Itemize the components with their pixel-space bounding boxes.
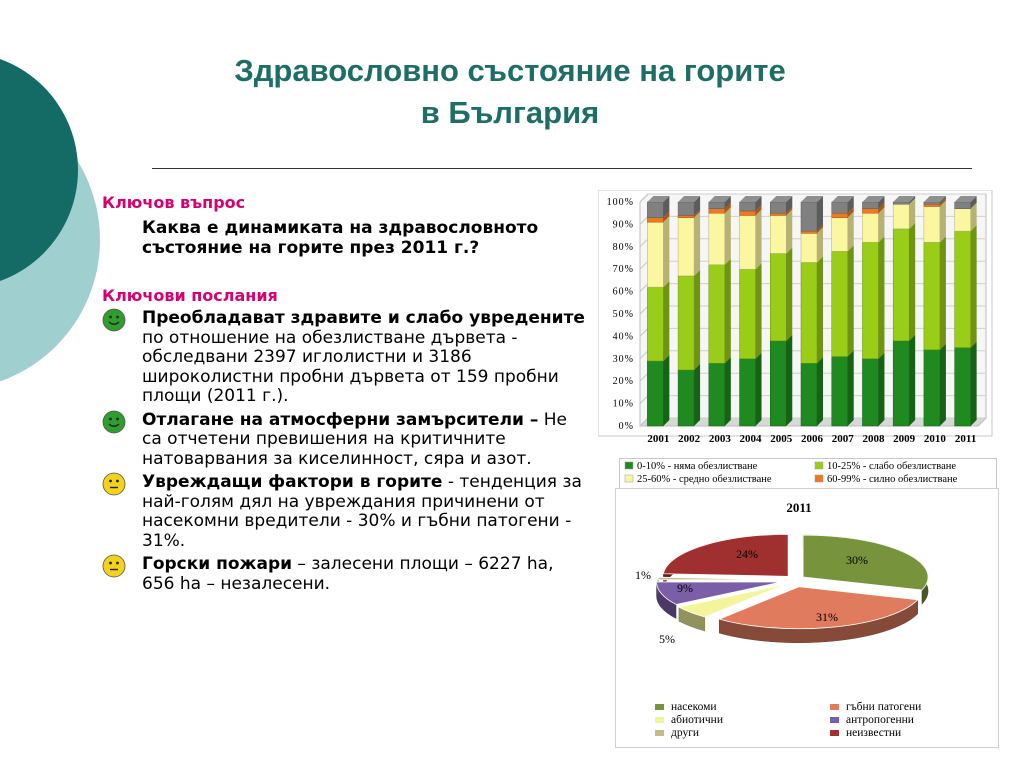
key-message-text: по отношение на обезлистване дървета - обследвани 2397 иглолистни и 3186 широколистни пробни дървета от 159 пробни площи (2011 г.).	[142, 327, 559, 406]
x-tick-label: 2010	[923, 433, 946, 445]
bar-segment	[893, 223, 915, 341]
bar-segment	[862, 236, 884, 358]
svg-text:0-10% - няма обезлистване: 0-10% - няма обезлистване	[637, 461, 758, 472]
pie-chart	[615, 488, 1000, 750]
title-divider	[152, 168, 972, 169]
bar-segment	[709, 259, 731, 364]
svg-text:антропогенни: антропогенни	[846, 714, 914, 726]
x-tick-label: 2003	[708, 433, 731, 445]
bar-segment	[740, 209, 762, 269]
y-tick-label: 0%	[618, 421, 634, 432]
y-tick-label: 20%	[612, 376, 634, 388]
bar-segment	[647, 355, 669, 426]
y-tick-label: 80%	[612, 241, 634, 253]
key-message-bold: Преобладават здравите и слабо увредените	[142, 308, 585, 328]
key-messages-heading: Ключови послания	[102, 286, 278, 305]
text-column	[102, 193, 587, 594]
y-tick-label: 100%	[606, 197, 634, 208]
key-message	[142, 411, 587, 470]
x-tick-label: 2004	[739, 433, 762, 445]
y-tick-label: 60%	[612, 286, 634, 298]
svg-text:насекоми: насекоми	[671, 701, 717, 713]
smiley-happy-icon	[102, 308, 126, 332]
bar-segment	[862, 353, 884, 426]
key-message-text: Не са отчетени превишения на критичните натоварвания за киселинност, сяра и азот.	[142, 409, 568, 469]
bar-segment	[770, 248, 792, 341]
bar-segment	[678, 364, 700, 426]
bar-segment	[770, 335, 792, 426]
key-question-heading: Ключов въпрос	[102, 193, 246, 212]
smiley-neutral-icon	[102, 472, 126, 496]
bar-segment	[801, 357, 823, 426]
bar-segment	[647, 196, 669, 218]
bar-segment	[924, 344, 946, 426]
key-question: Каква е динамиката на здравословното състояние на горите през 2011 г.?	[142, 218, 539, 258]
key-messages-list	[102, 309, 587, 594]
bar-segment	[709, 207, 731, 265]
x-tick-label: 2005	[770, 433, 793, 445]
y-tick-label: 40%	[612, 331, 634, 343]
bar-segment	[678, 270, 700, 370]
bar-segment	[955, 225, 977, 347]
bar-chart	[598, 190, 998, 450]
bar-segment	[770, 209, 792, 253]
pie-value-label: 1%	[635, 568, 651, 582]
pie-value-label: 5%	[659, 632, 675, 646]
bar-segment	[678, 212, 700, 276]
x-tick-label: 2001	[647, 433, 670, 445]
svg-text:други: други	[671, 727, 700, 739]
legend-item	[815, 461, 956, 472]
svg-text:10-25% - слабо обезлистване: 10-25% - слабо обезлистване	[827, 461, 957, 472]
key-message-bold: Горски пожари	[142, 554, 293, 574]
key-message	[142, 309, 587, 407]
pie-title: 2011	[786, 500, 812, 515]
svg-text:неизвестни: неизвестни	[846, 727, 902, 739]
bar-segment	[801, 256, 823, 363]
y-tick-label: 70%	[612, 264, 634, 276]
svg-text:60-99% - силно обезлистване: 60-99% - силно обезлистване	[827, 474, 958, 485]
page-title	[110, 50, 910, 134]
svg-text:абиотични: абиотични	[671, 714, 723, 726]
title-line-1: Здравословно състояние на горите	[234, 53, 786, 88]
bar-marks	[647, 196, 976, 426]
pie-value-label: 24%	[736, 547, 758, 561]
bar-segment	[832, 245, 854, 356]
y-tick-label: 30%	[612, 353, 634, 365]
x-tick-label: 2007	[831, 433, 854, 445]
title-line-2: в България	[420, 95, 600, 130]
bar-segment	[801, 196, 823, 231]
bar-segment	[647, 281, 669, 361]
legend-item	[815, 474, 958, 485]
pie-value-label: 30%	[846, 553, 868, 567]
smiley-neutral-icon	[102, 554, 126, 578]
y-tick-label: 10%	[612, 398, 634, 410]
legend-item	[625, 474, 772, 485]
bar-segment	[740, 263, 762, 359]
svg-text:гъбни патогени: гъбни патогени	[846, 701, 922, 713]
key-message-bold: Увреждащи фактори в горите	[142, 472, 443, 492]
x-tick-label: 2008	[862, 433, 885, 445]
bar-segment	[893, 335, 915, 426]
pie-value-label: 31%	[816, 610, 838, 624]
key-message	[142, 473, 587, 551]
key-message-text: - тенденция за най-голям дял на увреждания причинени от насекомни вредители - 30% и гъбни патогени - 31%.	[142, 472, 582, 551]
bar-segment	[832, 351, 854, 426]
x-tick-label: 2011	[954, 433, 977, 445]
bar-segment	[709, 357, 731, 426]
x-tick-label: 2009	[893, 433, 916, 445]
key-message-text: – залесени площи – 6227 ha, 656 ha – незалесени.	[142, 554, 554, 594]
bar-segment	[924, 236, 946, 350]
bar-segment	[678, 196, 700, 215]
legend-item	[625, 461, 758, 472]
x-tick-label: 2002	[678, 433, 701, 445]
pie-value-label: 9%	[677, 581, 693, 595]
bar-segment	[955, 342, 977, 426]
key-message-bold: Отлагане на атмосферни замърсители –	[142, 409, 539, 430]
svg-text:25-60% - средно обезлистване: 25-60% - средно обезлистване	[637, 474, 772, 485]
y-tick-label: 90%	[612, 219, 634, 231]
y-tick-label: 50%	[612, 309, 634, 320]
x-tick-label: 2006	[801, 433, 823, 445]
bar-segment	[647, 216, 669, 287]
bar-segment	[924, 200, 946, 242]
bar-segment	[740, 353, 762, 426]
smiley-happy-icon	[102, 410, 126, 434]
key-message	[142, 555, 587, 594]
